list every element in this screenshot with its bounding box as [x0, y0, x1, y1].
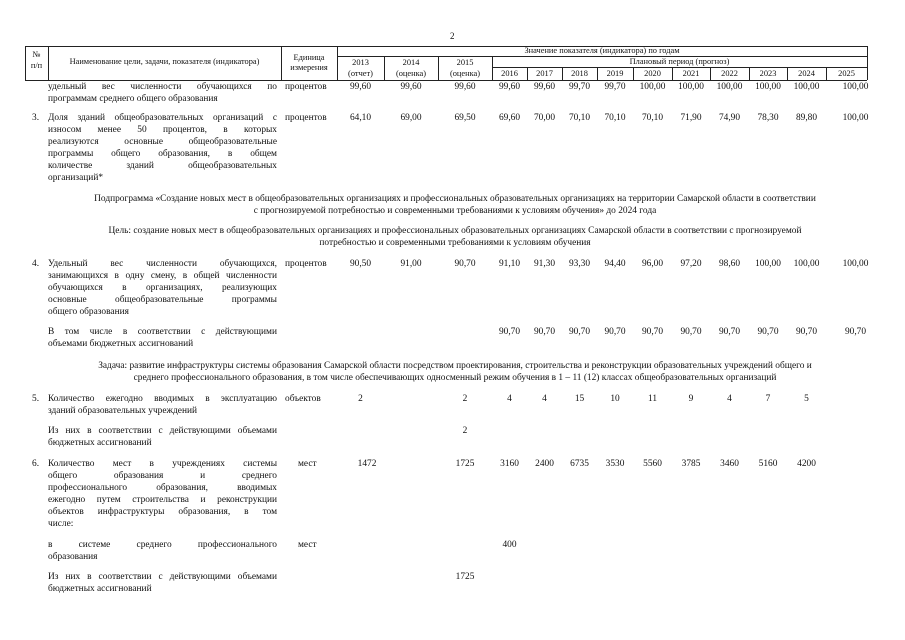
row-unit: процентов: [285, 259, 327, 269]
row-number: 5.: [32, 394, 40, 404]
row-name-line: занимающихся в одну смену, в общей численности: [48, 271, 277, 281]
value-cell: 10: [610, 394, 620, 404]
header-plan-year: 2024: [798, 69, 815, 78]
row-name-line: Из них в соответствии с действующими объемами: [48, 572, 277, 582]
row-name-line: Количество ежегодно вводимых в эксплуатацию: [48, 394, 277, 404]
value-cell: 91,10: [498, 259, 521, 269]
value-cell: 90,70: [718, 327, 741, 337]
row-name-line: программам среднего общего образования: [48, 94, 218, 104]
row-name-line: в системе среднего профессионального: [48, 540, 277, 550]
value-cell: 2: [462, 426, 468, 436]
value-cell: 1725: [455, 459, 475, 469]
row-name-line: числе:: [48, 519, 74, 529]
value-cell: 15: [574, 394, 585, 404]
header-plan-year: 2016: [501, 69, 518, 78]
row-name-line: износом менее 50 процентов, в которых: [48, 125, 277, 135]
value-cell: 5: [804, 394, 809, 404]
value-cell: 99,60: [533, 82, 556, 92]
row-name-line: реализуются основные общеобразовательные: [48, 137, 277, 147]
header-year-note: (отчет): [348, 69, 373, 78]
task-line: среднего профессионального образования, в том числе обеспечивающих односменный режим обучения в 1 – 11 (12) классах общеобразовательных организаций: [133, 373, 777, 383]
subprogram-line: с прогнозируемой потребностью и современными требованиями к условиям обучения» до 2024 года: [253, 206, 657, 216]
value-cell: 64,10: [349, 113, 372, 123]
row-name-line: Доля зданий общеобразовательных организаций с: [48, 113, 277, 123]
page-number: 2: [450, 31, 455, 41]
header-plan-year: 2025: [838, 69, 855, 78]
value-cell: 90,70: [533, 327, 556, 337]
header-plan-year: 2018: [571, 69, 588, 78]
row-name-line: зданий образовательных учреждений: [48, 406, 197, 416]
value-cell: 5560: [643, 459, 662, 469]
value-cell: 70,10: [604, 113, 626, 123]
row-name-line: удельный вес численности обучающихся по: [48, 82, 277, 92]
value-cell: 100,00: [842, 82, 869, 92]
row-name-line: Из них в соответствии с действующими объемами: [48, 426, 277, 436]
goal-line: Цель: создание новых мест в общеобразовательных организациях и профессиональных образовательных организациях Самарской области в соответствии с прогнозируемой: [108, 226, 802, 236]
row-number: 4.: [32, 259, 40, 269]
goal-line: потребностью и современными требованиями к условиям обучения: [319, 238, 591, 248]
header-unit-1: Единица: [293, 53, 325, 62]
header-plan-year: 2017: [536, 69, 553, 78]
value-cell: 90,70: [568, 327, 591, 337]
header-year: 2015: [456, 58, 474, 67]
value-cell: 74,90: [718, 113, 741, 123]
value-cell: 100,00: [793, 82, 820, 92]
row-name-line: объемами бюджетных ассигнований: [48, 339, 194, 349]
row-name-line: Количество мест в учреждениях системы: [48, 459, 277, 469]
value-cell: 91,30: [533, 259, 556, 269]
value-cell: 4: [507, 394, 512, 404]
value-cell: 91,00: [400, 259, 422, 269]
value-cell: 97,20: [680, 259, 702, 269]
row-number: 6.: [32, 459, 40, 469]
task-line: Задача: развитие инфраструктуры системы образования Самарской области посредством проектирования, строительства и реконструкции образовательных учреждений общего и: [98, 361, 812, 371]
value-cell: 100,00: [716, 82, 743, 92]
row-name-line: общего образования: [48, 307, 129, 317]
header-plan-title: Плановый период (прогноз): [629, 57, 730, 66]
value-cell: 69,00: [400, 113, 422, 123]
value-cell: 71,90: [680, 113, 702, 123]
row-number: 3.: [32, 113, 40, 123]
value-cell: 90,70: [795, 327, 818, 337]
header-name: Наименование цели, задачи, показателя (индикатора): [69, 57, 260, 66]
value-cell: 6735: [570, 459, 589, 469]
value-cell: 3530: [605, 459, 625, 469]
value-cell: 70,10: [641, 113, 664, 123]
value-cell: 96,00: [641, 259, 664, 269]
header-plan-year: 2022: [721, 69, 738, 78]
value-cell: 4200: [797, 459, 816, 469]
value-cell: 99,70: [604, 82, 626, 92]
header-num: №: [32, 50, 41, 59]
row-name-line: профессионального образования, вводимых: [48, 483, 277, 493]
row-name-line: ежегодно путем строительства и реконструкции: [48, 495, 277, 505]
header-plan-year: 2020: [644, 69, 661, 78]
value-cell: 99,60: [498, 82, 521, 92]
value-cell: 7: [765, 394, 771, 404]
value-cell: 100,00: [755, 82, 781, 92]
value-cell: 90,70: [641, 327, 664, 337]
value-cell: 90,70: [498, 327, 521, 337]
row-name-line: обучающихся в организациях, реализующих: [48, 283, 277, 293]
value-cell: 70,00: [533, 113, 556, 123]
value-cell: 90,70: [757, 327, 779, 337]
value-cell: 90,70: [844, 327, 867, 337]
value-cell: 90,50: [349, 259, 372, 269]
value-cell: 100,00: [639, 82, 666, 92]
value-cell: 99,60: [349, 82, 372, 92]
header-plan-year: 2021: [682, 69, 700, 78]
value-cell: 3460: [720, 459, 739, 469]
value-cell: 99,60: [400, 82, 422, 92]
value-cell: 70,10: [568, 113, 591, 123]
subprogram-line: Подпрограмма «Создание новых мест в общеобразовательных организациях и профессиональных образовательных организациях на территории Самарской области в соответствии: [94, 194, 816, 204]
row-name-line: общего образования и среднего: [48, 471, 277, 481]
value-cell: 2: [358, 394, 363, 404]
row-name-line: количестве зданий общеобразовательных: [48, 161, 277, 171]
row-name-line: программы общего образования, в общем: [48, 149, 277, 159]
row-name-line: бюджетных ассигнований: [48, 438, 152, 448]
header-plan-year: 2023: [759, 69, 777, 78]
row-name-line: организаций*: [48, 173, 104, 183]
header-num2: п/п: [30, 61, 43, 70]
value-cell: 100,00: [842, 259, 869, 269]
value-cell: 69,60: [498, 113, 521, 123]
value-cell: 100,00: [793, 259, 820, 269]
value-cell: 2: [462, 394, 468, 404]
row-unit: мест: [298, 459, 317, 469]
header-year-note: (оценка): [395, 69, 427, 78]
row-unit: процентов: [285, 82, 327, 92]
header-values-title: Значение показателя (индикатора) по годам: [524, 46, 680, 55]
value-cell: 3160: [500, 459, 519, 469]
value-cell: 78,30: [757, 113, 779, 123]
value-cell: 400: [502, 540, 517, 550]
value-cell: 93,30: [568, 259, 591, 269]
row-unit: процентов: [285, 113, 327, 123]
value-cell: 3785: [681, 459, 701, 469]
value-cell: 2400: [535, 459, 554, 469]
value-cell: 100,00: [842, 113, 869, 123]
row-name-line: бюджетных ассигнований: [48, 584, 152, 594]
row-name-line: основные общеобразовательные программы: [48, 295, 277, 305]
value-cell: 4: [542, 394, 547, 404]
value-cell: 100,00: [678, 82, 704, 92]
value-cell: 1725: [455, 572, 475, 582]
header-year: 2013: [352, 58, 369, 67]
row-unit: объектов: [285, 394, 321, 404]
value-cell: 5160: [758, 459, 778, 469]
header-year-note: (оценка): [449, 69, 481, 78]
header-unit-2: измерения: [290, 63, 328, 72]
value-cell: 90,70: [454, 259, 476, 269]
value-cell: 9: [688, 394, 694, 404]
value-cell: 100,00: [755, 259, 781, 269]
row-name-line: образования: [48, 552, 98, 562]
row-name-line: объектов инфраструктуры образования, в том: [48, 507, 277, 517]
value-cell: 89,80: [795, 113, 818, 123]
value-cell: 4: [727, 394, 732, 404]
value-cell: 1472: [357, 459, 377, 469]
value-cell: 90,70: [680, 327, 702, 337]
value-cell: 99,70: [568, 82, 591, 92]
value-cell: 69,50: [454, 113, 476, 123]
header-year: 2014: [402, 58, 420, 67]
value-cell: 90,70: [604, 327, 626, 337]
value-cell: 99,60: [454, 82, 476, 92]
row-unit: мест: [298, 540, 317, 550]
value-cell: 11: [647, 394, 658, 404]
value-cell: 98,60: [718, 259, 741, 269]
header-plan-year: 2019: [606, 69, 624, 78]
row-name-line: Удельный вес численности обучающихся,: [48, 259, 277, 269]
row-name-line: В том числе в соответствии с действующими: [48, 327, 277, 337]
value-cell: 94,40: [604, 259, 626, 269]
